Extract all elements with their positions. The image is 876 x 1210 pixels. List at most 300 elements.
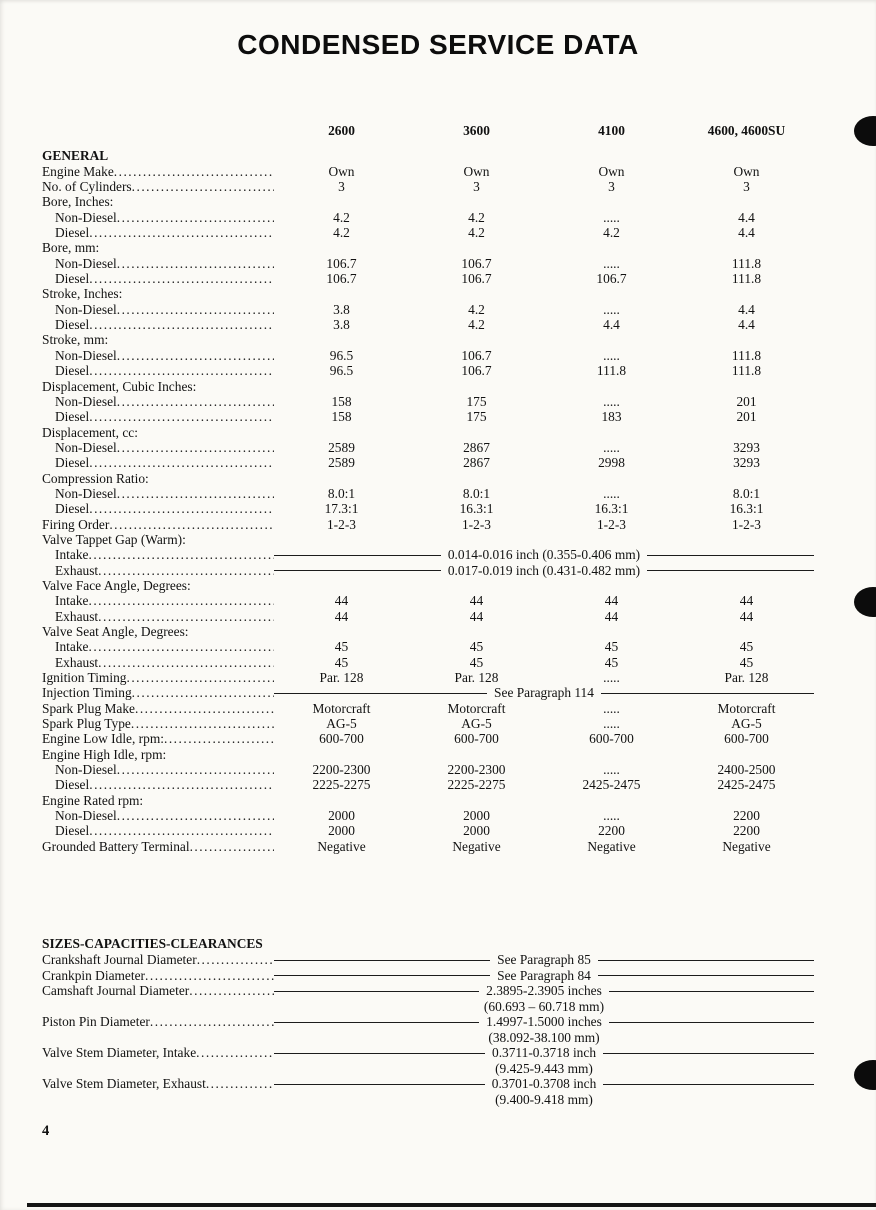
value-cell: 3 [743,179,750,195]
row-label: Diesel [55,225,90,241]
table-row [42,225,814,240]
span-value-text: See Paragraph 114 [494,685,594,701]
table-row [42,655,814,670]
value-cell: 4.4 [738,317,755,333]
row-label: Non-Diesel [55,762,117,778]
row-label: Crankpin Diameter [42,967,145,983]
row-label: Spark Plug Type [42,716,131,732]
value-cell: 111.8 [731,347,762,363]
table-row [42,240,814,255]
value-cell: 106.7 [326,271,357,287]
dot-leader [132,685,274,700]
row-label-area [42,547,274,562]
value-cell: Own [733,163,760,179]
dot-leader [109,517,274,532]
value-cell: ..... [603,255,620,271]
sizes-table-body [42,952,814,1107]
value-cell: ..... [603,393,620,409]
dot-leader [117,302,274,317]
row-label: Valve Seat Angle, Degrees: [42,624,189,639]
value-cell: Negative [317,838,366,854]
value-cell: 600-700 [319,731,364,747]
dot-leader [145,968,274,984]
row-label-area [42,1076,274,1092]
dot-leader [89,225,274,240]
value-cell: 45 [739,639,754,655]
value-cell: 17.3:1 [324,501,359,517]
row-label: Valve Stem Diameter, Intake [42,1045,197,1061]
dot-leader [114,164,274,179]
rule-line [274,693,487,694]
row-label-area [42,394,274,409]
rule-line [274,1022,479,1023]
value-cell: 4.2 [603,225,620,241]
value-cell: 45 [334,654,349,670]
value-cell: 106.7 [326,255,357,271]
value-cell: 4.2 [333,209,350,225]
value-cell: 106.7 [461,271,492,287]
table-row [42,716,814,731]
rule-line [274,991,479,992]
row-label: Diesel [55,501,90,517]
dot-leader [88,639,274,654]
value-cell: 106.7 [461,363,492,379]
dot-leader [89,501,274,516]
row-label-area [42,348,274,363]
value-cell: 44 [469,608,484,624]
table-row [42,547,814,562]
value-cell: 4.2 [468,317,485,333]
table-row [42,593,814,608]
row-label-area [42,968,274,984]
value-cell: 201 [736,409,757,425]
value-cell: 2000 [328,808,355,824]
rule-line [274,1053,485,1054]
row-label: Engine Make [42,163,114,179]
row-label: Non-Diesel [55,347,117,363]
row-label: Compression Ratio: [42,470,149,486]
rule-line [609,991,814,992]
row-label: No. of Cylinders [42,179,132,195]
row-label: Engine Low Idle, rpm: [42,731,164,747]
value-cell: 4.2 [468,225,485,241]
general-table [42,123,814,854]
row-label: Non-Diesel [55,393,117,409]
value-cell: Negative [587,838,636,854]
value-cell: 106.7 [461,347,492,363]
row-label: Valve Stem Diameter, Exhaust [42,1076,206,1092]
row-label: Stroke, mm: [42,332,109,348]
row-label-area [42,952,274,968]
value-cell: 45 [334,639,349,655]
row-label-area [42,271,274,286]
dot-leader [88,593,274,608]
row-label: Displacement, Cubic Inches: [42,378,197,394]
row-label: Diesel [55,455,90,471]
dot-leader [98,655,274,670]
value-cell: Negative [452,838,501,854]
value-cell: 96.5 [329,347,354,363]
span-value [274,1045,814,1061]
value-cell: ..... [603,347,620,363]
table-row [42,517,814,532]
dot-leader [190,839,274,854]
value-cell: ..... [603,700,620,716]
row-label-area [42,164,274,179]
dot-leader [88,547,274,562]
rule-line [274,570,441,571]
value-cell: ..... [603,301,620,317]
table-row [42,164,814,179]
column-header: 2600 [328,123,355,138]
dot-leader [117,762,274,777]
value-cell: 4.4 [738,301,755,317]
column-header: 3600 [463,123,490,138]
span-value [274,685,814,700]
row-label: Piston Pin Diameter [42,1014,150,1030]
value-cell: 2200-2300 [447,762,506,778]
rule-line [274,975,490,976]
table-row [42,793,814,808]
value-sub-line: (9.425-9.443 mm) [495,1060,593,1076]
value-cell: 16.3:1 [459,501,494,517]
dot-leader [117,210,274,225]
table-row [42,609,814,624]
row-label-area [42,762,274,777]
table-row [42,348,814,363]
row-label-area [42,179,274,194]
value-cell: 44 [604,593,619,609]
span-value [274,968,814,984]
table-row [42,455,814,470]
dot-leader [89,317,274,332]
value-cell: 2867 [463,455,490,471]
span-value [274,547,814,562]
row-label-area [42,363,274,378]
value-cell: 3293 [733,455,760,471]
table-row [42,379,814,394]
row-label: Intake [55,547,89,563]
value-cell: Motorcraft [447,700,506,716]
rule-line [609,1022,814,1023]
value-cell: 2425-2475 [582,777,641,793]
row-label-area [42,210,274,225]
value-cell: 183 [601,409,622,425]
value-cell: 1-2-3 [596,516,626,532]
value-cell: 106.7 [596,271,627,287]
value-cell: 44 [334,593,349,609]
row-label: Diesel [55,409,90,425]
dot-leader [98,563,274,578]
page-content [0,123,876,1140]
row-label-area [42,1014,274,1030]
value-cell: Motorcraft [312,700,371,716]
value-cell: 600-700 [454,731,499,747]
table-row [42,271,814,286]
rule-line [603,1084,814,1085]
value-cell: 3 [473,179,480,195]
span-value [274,563,814,578]
row-label: Crankshaft Journal Diameter [42,952,197,968]
value-cell: 2867 [463,439,490,455]
row-label: Intake [55,593,89,609]
dot-leader [150,1014,274,1030]
row-label-area [42,455,274,470]
value-cell: 2225-2275 [447,777,506,793]
row-label: Non-Diesel [55,209,117,225]
column-header-row [42,123,814,138]
value-cell: ..... [603,485,620,501]
row-label-area [42,777,274,792]
value-cell: Own [598,163,625,179]
table-row [42,808,814,823]
value-cell: 1-2-3 [461,516,491,532]
dot-leader [117,486,274,501]
table-row [42,839,814,854]
table-row [42,286,814,301]
table-row [42,210,814,225]
value-cell: 2200 [733,823,760,839]
dot-leader [164,731,274,746]
span-value-text: 0.3701-0.3708 inch [491,1076,597,1092]
value-cell: 3.8 [333,301,350,317]
value-cell: 4.2 [468,301,485,317]
row-label-area [42,1045,274,1061]
table-row [42,747,814,762]
table-row [42,670,814,685]
table-row [42,968,814,984]
value-cell: 44 [739,608,754,624]
table-row [42,471,814,486]
row-label-area [42,839,274,854]
row-label-area [42,685,274,700]
row-label: Diesel [55,363,90,379]
row-label: Non-Diesel [55,301,117,317]
dot-leader [196,1045,274,1061]
rule-line [603,1053,814,1054]
row-label-area [42,440,274,455]
row-label-area [42,409,274,424]
table-row [42,256,814,271]
value-sub-line: (9.400-9.418 mm) [495,1091,593,1107]
value-cell: 16.3:1 [729,501,764,517]
row-label: Non-Diesel [55,808,117,824]
table-row [42,777,814,792]
row-label: Diesel [55,777,90,793]
dot-leader [131,716,274,731]
rule-line [598,960,814,961]
value-cell: Own [463,163,490,179]
table-row [42,317,814,332]
row-label: Grounded Battery Terminal [42,838,190,854]
row-label-area [42,256,274,271]
value-cell: 2000 [328,823,355,839]
dot-leader [117,394,274,409]
value-cell: 2200-2300 [312,762,371,778]
table-row [42,532,814,547]
rule-line [274,555,441,556]
value-cell: 1-2-3 [326,516,356,532]
span-value-text: 2.3895-2.3905 inches [486,983,602,999]
value-cell: 16.3:1 [594,501,629,517]
column-header-spacer [42,123,274,138]
row-label-area [42,716,274,731]
dot-leader [89,823,274,838]
table-row [42,194,814,209]
value-cell: AG-5 [461,716,492,732]
value-cell: 45 [604,639,619,655]
row-label: Diesel [55,317,90,333]
row-label: Bore, mm: [42,240,100,256]
value-cell: 175 [466,393,487,409]
value-sub-line: (38.092-38.100 mm) [488,1029,600,1045]
row-label-area [42,501,274,516]
dot-leader [89,409,274,424]
row-label-area [42,317,274,332]
span-value [274,1014,814,1030]
row-label: Stroke, Inches: [42,286,123,302]
table-row [42,983,814,999]
row-label-area [42,302,274,317]
dot-leader [89,777,274,792]
value-cell: 2200 [733,808,760,824]
dot-leader [206,1076,274,1092]
value-cell: 44 [739,593,754,609]
row-label: Non-Diesel [55,255,117,271]
value-cell: 2589 [328,455,355,471]
rule-line [647,555,814,556]
value-cell: 3.8 [333,317,350,333]
span-value [274,952,814,968]
table-row [42,486,814,501]
value-cell: 8.0:1 [732,485,761,501]
value-cell: 8.0:1 [462,485,491,501]
row-label-area [42,808,274,823]
value-cell: 2225-2275 [312,777,371,793]
value-cell: ..... [603,808,620,824]
value-cell: AG-5 [326,716,357,732]
dot-leader [135,701,274,716]
row-label: Intake [55,639,89,655]
general-table-body [42,164,814,854]
value-cell: 45 [739,654,754,670]
dot-leader [117,440,274,455]
span-value-text: 0.017-0.019 inch (0.431-0.482 mm) [447,562,641,578]
dot-leader [189,983,274,999]
value-cell: Par. 128 [319,670,364,686]
value-cell: Par. 128 [724,670,769,686]
row-label: Non-Diesel [55,439,117,455]
table-row [42,332,814,347]
table-row [42,762,814,777]
value-cell: 96.5 [329,363,354,379]
value-cell: 4.2 [333,225,350,241]
table-row [42,1014,814,1030]
table-row [42,563,814,578]
table-row [42,394,814,409]
table-row [42,440,814,455]
table-row [42,731,814,746]
dot-leader [89,455,274,470]
row-label: Exhaust [55,654,99,670]
value-cell: 2400-2500 [717,762,776,778]
value-cell: Negative [722,838,771,854]
value-cell: 158 [331,393,352,409]
value-cell: 3 [338,179,345,195]
value-cell: 4.4 [738,209,755,225]
row-label: Spark Plug Make [42,700,135,716]
rule-line [274,1084,485,1085]
table-row [42,624,814,639]
value-cell: 600-700 [724,731,769,747]
value-cell: 8.0:1 [327,485,356,501]
row-label: Valve Tappet Gap (Warm): [42,531,186,547]
row-label: Engine Rated rpm: [42,792,144,808]
row-label: Displacement, cc: [42,424,138,440]
table-row [42,701,814,716]
row-label: Exhaust [55,608,99,624]
dot-leader [117,808,274,823]
value-cell: 175 [466,409,487,425]
value-cell: 45 [469,654,484,670]
value-sub-line: (60.693 – 60.718 mm) [483,998,605,1014]
table-row [42,685,814,700]
row-label-area [42,486,274,501]
rule-line [647,570,814,571]
value-cell: 111.8 [596,363,627,379]
rule-line [601,693,814,694]
table-row [42,425,814,440]
value-cell: 111.8 [731,255,762,271]
value-cell: 111.8 [731,271,762,287]
row-label-area [42,670,274,685]
dot-leader [98,609,274,624]
dot-leader [89,271,274,286]
row-label: Exhaust [55,562,99,578]
page-number: 4 [42,1123,50,1140]
row-label-area [42,225,274,240]
table-row [42,302,814,317]
value-cell: 4.4 [603,317,620,333]
column-header: 4600, 4600SU [707,123,786,138]
row-label-area [42,701,274,716]
value-cell: 4.2 [468,209,485,225]
dot-leader [126,670,274,685]
table-row [42,952,814,968]
rule-line [274,960,490,961]
value-cell: Own [328,163,355,179]
dot-leader [132,179,274,194]
table-row [42,578,814,593]
value-cell: 2000 [463,808,490,824]
value-cell: 44 [469,593,484,609]
row-label-area [42,983,274,999]
dot-leader [117,348,274,363]
row-label-area [42,593,274,608]
table-row [42,1045,814,1061]
value-cell: 106.7 [461,255,492,271]
sizes-section-heading: SIZES-CAPACITIES-CLEARANCES [42,936,263,952]
value-cell: 45 [469,639,484,655]
span-value-text: See Paragraph 85 [497,952,591,968]
row-label: Engine High Idle, rpm: [42,746,167,762]
scan-edge-line [27,1203,876,1207]
row-label-area [42,609,274,624]
value-cell: ..... [603,762,620,778]
table-row [42,639,814,654]
value-cell: Par. 128 [454,670,499,686]
value-cell: 45 [604,654,619,670]
